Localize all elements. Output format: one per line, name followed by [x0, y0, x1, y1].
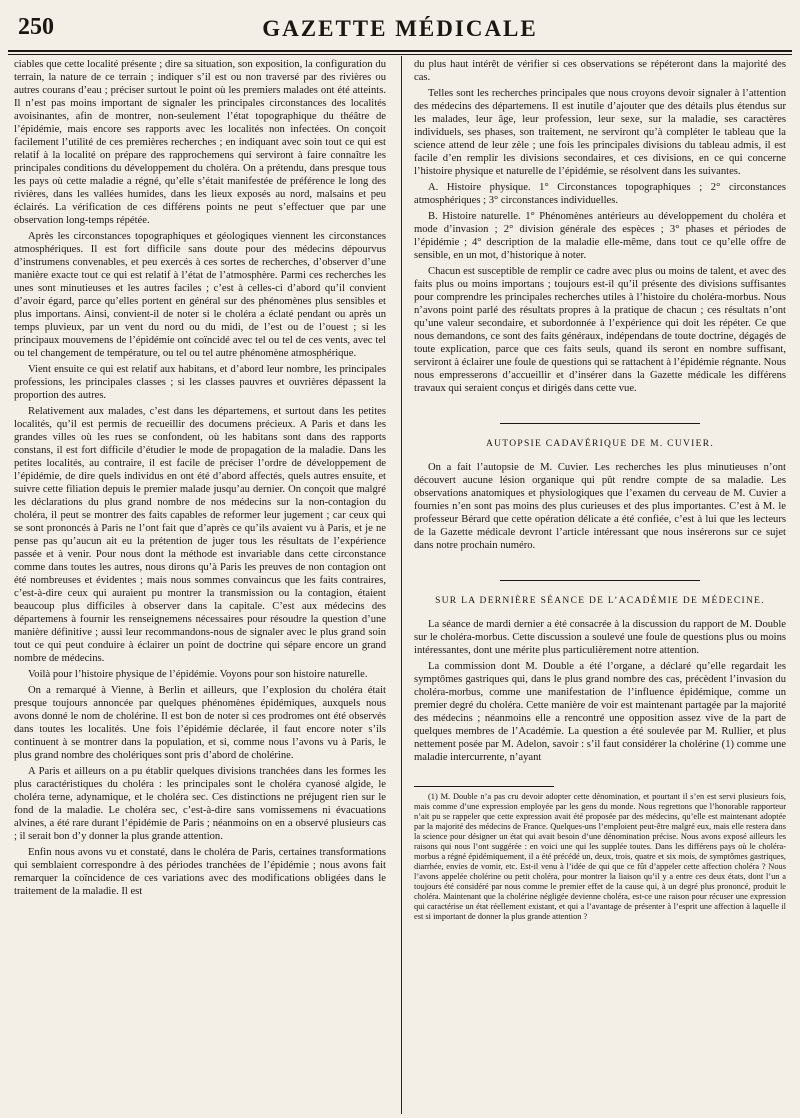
- paragraph: ciables que cette localité présente ; dire sa situation, son exposition, la configuration du terrain, la nature de ce terrain ; indiquer s’il est ou non traversé par des rivières ou autres courans d’eau ; préciser surtout le point où les premiers malades ont été atteints. Il n’est pas moins important de signaler les principales circonstances des localités avoisinantes, afin de montrer, non-seulement l’état topographique du théâtre de l’épidémie, mais encore ses rapports avec les localités non infectées. On conçoit facilement l’utilité de ces premières recherches ; en indiquant avec soin tout ce qui est relatif à la localité on prépare des rapprochemens qui serviront à faire connaître les principales conditions du développement du choléra. On a prétendu, dans presque tous les pays où cette maladie a régné, qu’elle s’était manifestée de préférence le long des rivières, dans les vallées humides, dans les lieux exposés au nord, malsains et peu éclairés. La vérification de ces différens points ne peut s’effectuer que par une observation long-temps répétée.: [14, 59, 386, 226]
- section-rule: [500, 580, 700, 581]
- left-column: [14, 58, 386, 901]
- paragraph: A. Histoire physique. 1° Circonstances topographiques ; 2° circonstances atmosphériques ; 3° circonstances individuelles.: [414, 182, 786, 206]
- paragraph: Enfin nous avons vu et constaté, dans le choléra de Paris, certaines transformations qui semblaient correspondre à des périodes tranchées de l’épidémie ; nous avons fait remarquer la coïncidence de ces variations avec des modifications obligées dans le traitement de la maladie. Il est: [14, 847, 386, 897]
- header-rule: [8, 50, 792, 55]
- paragraph: Vient ensuite ce qui est relatif aux habitans, et d’abord leur nombre, les principales professions, les principales classes ; si les classes pauvres et ouvrières dépassent la proportion des autres.: [14, 364, 386, 401]
- section-rule: [500, 423, 700, 424]
- paragraph: du plus haut intérêt de vérifier si ces observations se répéteront dans la majorité des cas.: [414, 59, 786, 83]
- paragraph: Après les circonstances topographiques et géologiques viennent les circonstances atmosphériques. Il est fort difficile sans doute pour des médecins dépourvus d’instrumens convenables, et peu exercés à ces sortes de recherches, d’observer d’une manière exacte tout ce qui est relatif à l’état de l’atmosphère. Parmi ces recherches les unes sont minutieuses et les autres faciles ; c’est à celles-ci d’abord qu’il convient d’avoir égard, parce qu’elles portent en général sur des phénomènes plus sensibles et plus importans. Ainsi, convient-il de noter si le choléra a éclaté pendant ou après un temps pluvieux, par un vent du nord ou du midi, de l’est ou de l’ouest ; si les principaux mouvemens de l’épidémie ont coïncidé avec tel ou tel de ces vents, avec tel ou tel changement de température, ou tel ou tel autre phénomène atmosphérique.: [14, 231, 386, 359]
- paragraph: A Paris et ailleurs on a pu établir quelques divisions tranchées dans les formes les plus caractéristiques du choléra : les principales sont le choléra cyanosé algide, le choléra terne, adynamique, et le choléra sec. Ces distinctions ne préjugent rien sur le fond de la maladie. Le choléra sec, c’est-à-dire sans vomissemens ni évacuations alvines, a été rare durant l’épidémie de Paris ; néanmoins on en a observé plusieurs cas ; il serait bon d’y donner la plus grande attention.: [14, 766, 386, 842]
- section-title-cuvier: AUTOPSIE CADAVÉRIQUE DE M. CUVIER.: [485, 439, 715, 449]
- page-number: 250: [18, 14, 54, 40]
- footnote: (1) M. Double n’a pas cru devoir adopter cette dénomination, et pourtant il s’en est servi plusieurs fois, mais comme d’une expression employée par les gens du monde. Nous regrettons que l’honorable rapporteur n’ait pu se rappeler que cette expression avait été proposée par des médecins, qu’elle est maintenant adoptée par la majorité des médecins de France. Quelques-uns l’emploient peut-être malgré eux, mais elle restera dans la science pour désigner un état qui avait besoin d’une dénomination précise. Nous avons exposé ailleurs les raisons qui nous l’ont suggérée : en voici une qui les supplée toutes. Dans les différens pays où le choléra-morbus a régné épidémiquement, il a été précédé un, deux, trois, quatre et six mois, de symptômes gastriques, diarrhée, envies de vomir, etc. Est-il venu à l’idée de qui que ce fût d’appeler cette affection choléra ? Nous l’avons appelée cholérine ou petit choléra, pour montrer la liaison qu’il y a entre ces deux états, dont l’un a toujours été considéré par nous comme le premier effet de la cause qui, à un degré plus prononcé, produit le choléra. Maintenant que la cholérine négligée devienne choléra, est-ce une raison pour récuser une expression qui caractérise un état réellement existant, et qui a l’avantage de présenter à l’esprit une affection à laquelle il est si important de donner la plus grande attention ?: [414, 792, 786, 921]
- journal-title: GAZETTE MÉDICALE: [262, 16, 538, 41]
- column-divider: [401, 56, 402, 1114]
- paragraph: On a fait l’autopsie de M. Cuvier. Les recherches les plus minutieuses n’ont découvert aucune lésion organique qui pût rendre compte de sa maladie. Les observations anatomiques et physiologiques que l’examen du cerveau de M. Cuvier a fournies n’en sont pas moins des plus curieuses et des plus importantes. C’est à M. le professeur Bérard que cette opération délicate a été confiée, c’est à lui que les lecteurs de la Gazette médicale devront l’article intéressant que nous insérerons sur ce sujet dans notre prochain numéro.: [414, 462, 786, 551]
- paragraph: Relativement aux malades, c’est dans les départemens, et surtout dans les petites localités, qu’il est permis de recueillir des documens précieux. A Paris et dans les grandes villes où les rues se confondent, où les habitans sont dans des rapports constans, il est fort difficile d’étudier le mode de propagation de la maladie. Dans les petites localités, au contraire, il est facile de préciser l’ordre de développement de l’épidémie, de dire quels individus en ont été d’abord affectés, quels autres ensuite, et suivre cette filiation depuis le premier malade jusqu’au dernier. On conçoit que malgré les déclarations du plus grand nombre de nos médecins sur la non-contagion du choléra, il peut se montrer des faits capables de reformer leur jugement ; car ceux qui se sont prononcés à Paris ne l’ont fait que d’après ce qu’ils avaient vu à Paris, et je ne pense pas qu’aucun ait eu la prétention de juger tous les résultats de l’expérience passée et à venir. Pour nous dont la méthode est invariable dans cette circonstance comme dans toutes les autres, nous dirons qu’à Paris les preuves de non contagion ont été nombreuses et évidentes ; mais nous sommes convaincus que les faits contraires, c’est-à-dire ceux qui auraient pu montrer la transmission ou la contagion, étaient beaucoup plus difficiles à observer dans la capitale. C’est aux médecins des départemens à fournir les renseignemens nécessaires pour résoudre la question d’une manière définitive ; aussi leur recommandons-nous de signaler avec le plus grand soin tout ce qui peut conduire à éclairer un point de doctrine qui sépare encore un grand nombre de médecins.: [14, 406, 386, 664]
- paragraph: Voilà pour l’histoire physique de l’épidémie. Voyons pour son histoire naturelle.: [28, 669, 368, 680]
- right-column: [414, 58, 786, 922]
- paragraph: Telles sont les recherches principales que nous croyons devoir signaler à l’attention des médecins des départemens. Il est inutile d’ajouter que des détails plus étendus sur les malades, leur âge, leur profession, leur sexe, sur la maladie, ses caractères individuels, ses phases, son traitement, ne serviront qu’à compléter le tableau que la science attend de leur zèle ; une fois les principales divisions du tableau admis, il est facile d’en remplir les divisions secondaires, et ces divisions, en ce qui concerne l’histoire physique et naturelle de l’épidémie, se résolvent dans les suivantes.: [414, 88, 786, 177]
- page-header: [8, 14, 792, 44]
- paragraph: La commission dont M. Double a été l’organe, a déclaré qu’elle regardait les symptômes gastriques qui, dans le plus grand nombre des cas, précèdent l’invasion du choléra-morbus, comme une manifestation de l’influence épidémique, comme un premier degré du choléra. Cette manière de voir est maintenant partagée par la majorité des médecins ; néanmoins elle a rencontré une opposition assez vive de la part de quelques membres de l’Académie. La question a été soulevée par M. Rullier, et plus nettement posée par M. Adelon, savoir : s’il faut considérer la cholérine (1) comme une maladie intercurrente, n’ayant: [414, 661, 786, 763]
- paragraph: B. Histoire naturelle. 1° Phénomènes antérieurs au développement du choléra et mode d’invasion ; 2° division générale des espèces ; 3° phases et périodes de l’épidémie ; 4° description de la maladie elle-même, dans tout ce qu’elle offre de sensible, en un mot, d’historique à noter.: [414, 211, 786, 261]
- paragraph: Chacun est susceptible de remplir ce cadre avec plus ou moins de talent, et avec des faits plus ou moins importans ; toujours est-il qu’il présente des divisions suffisantes pour comprendre les principales recherches utiles à l’histoire du choléra-morbus. Nous n’avons point parlé des résultats propres à la pratique de chacun ; ces résultats n’ont qu’une valeur secondaire, et subordonnée à l’expérience qui doit les répéter. Ce que nous demandons, ce sont des faits généraux, indépendans de toute doctrine, dégagés de toute explication, parce que ces faits seuls, quand ils seront en nombre suffisant, serviront à éclairer une foule de questions qui se rattachent à l’épidémie régnante. Nous nous empresserons d’accueillir et d’insérer dans la Gazette médicale les différens travaux qui seraient conçus et dirigés dans cette vue.: [414, 266, 786, 394]
- paragraph: On a remarqué à Vienne, à Berlin et ailleurs, que l’explosion du choléra était presque toujours annoncée par quelques phénomènes épidémiques, auxquels nous avons donné le nom de cholérine. Il est bon de noter si ces prodromes ont été observés dans toutes les localités. Une fois l’épidémie déclarée, il faut encore noter s’ils continuent à se montrer dans la population, et si, comme nous l’avons vu à Paris, le plus grand nombre des cholériques sont pris d’abord de cholérine.: [14, 685, 386, 761]
- paragraph: La séance de mardi dernier a été consacrée à la discussion du rapport de M. Double sur le choléra-morbus. Cette discussion a soulevé une foule de questions plus ou moins intéressantes, dont une mérite plus particulièrement notre attention.: [414, 619, 786, 656]
- footnote-rule: [414, 786, 554, 787]
- section-title-academie: SUR LA DERNIÈRE SÉANCE DE L’ACADÉMIE DE MÉDECINE.: [435, 596, 765, 606]
